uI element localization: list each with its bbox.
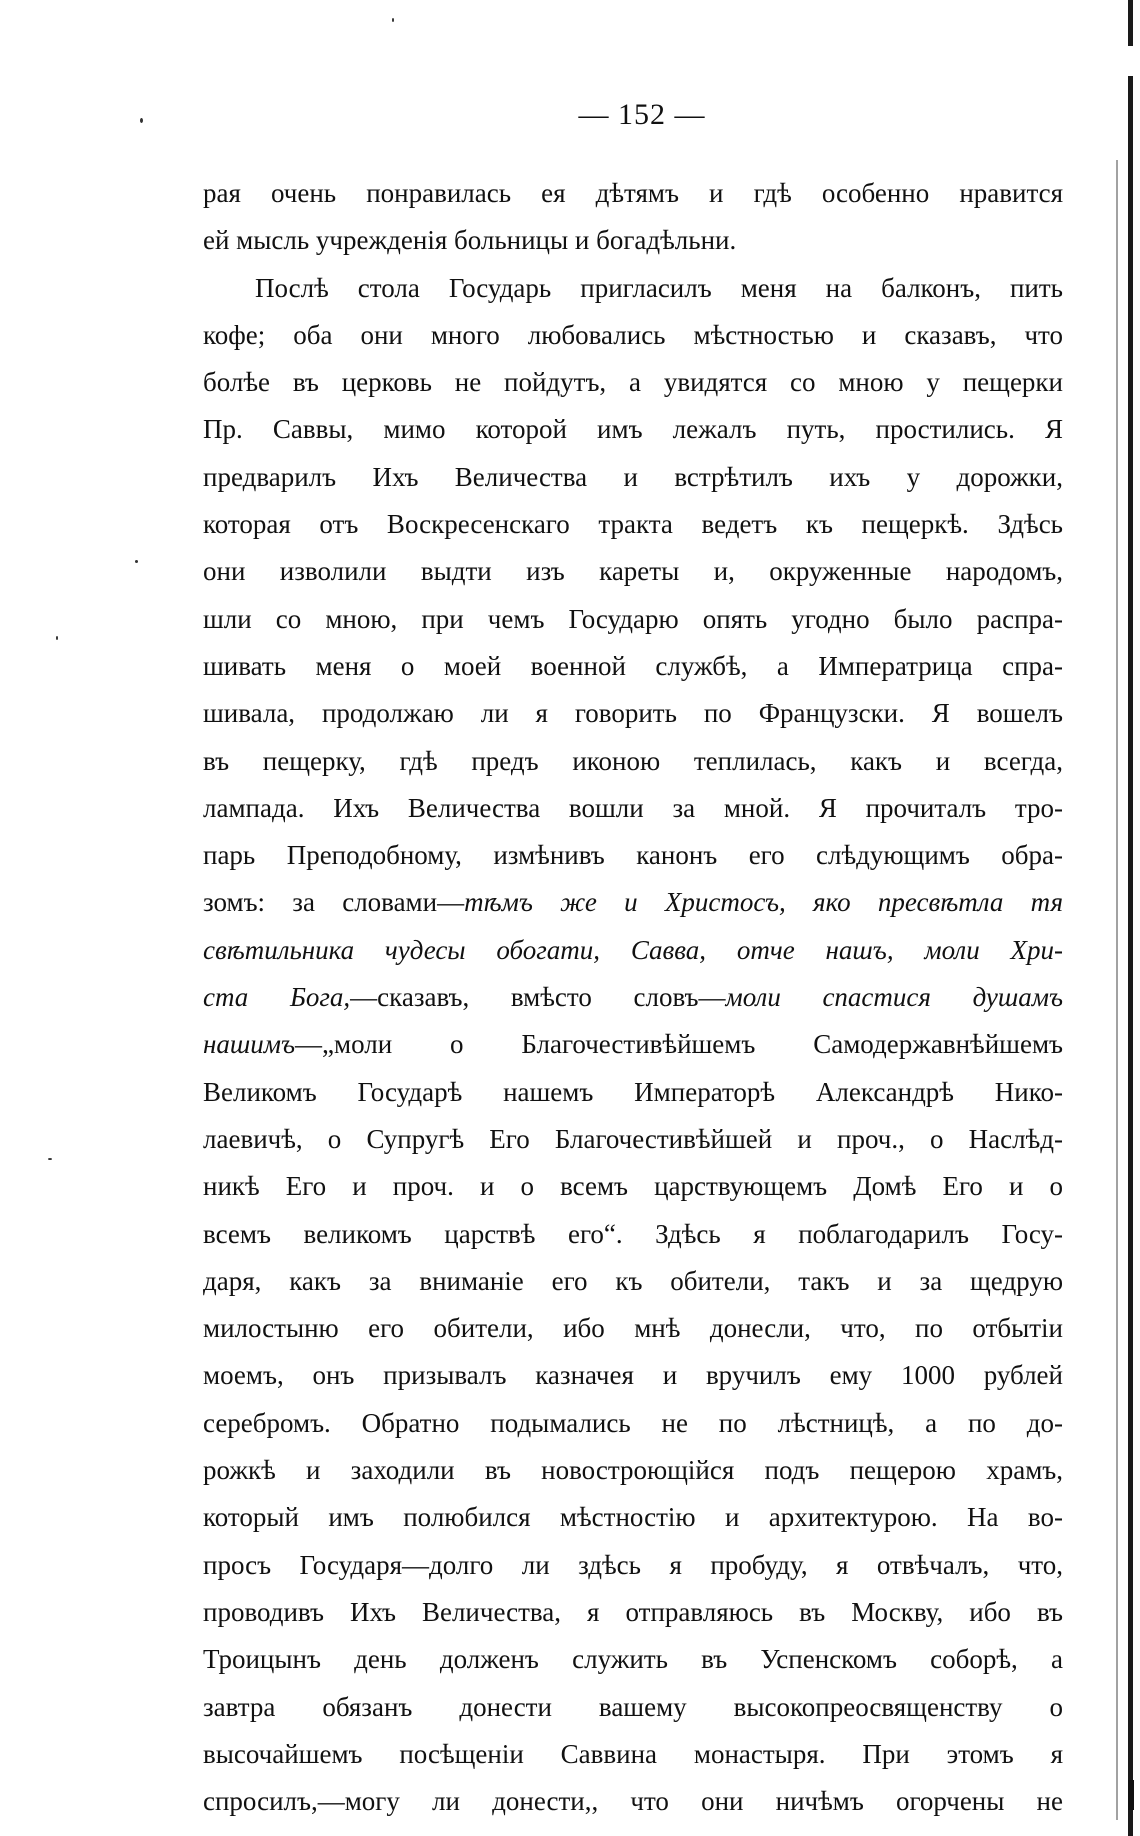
italic-text-segment: ста Бога, [203, 982, 351, 1013]
text-line [203, 1211, 1063, 1258]
text-line [203, 596, 1063, 643]
text-segment: лампада. Ихъ Величества вошли за мной. Я прочиталъ тро- [203, 792, 1063, 823]
text-segment: просъ Государя—долго ли здѣсь я пробуду, я отвѣчалъ, что, [203, 1549, 1063, 1580]
text-segment: Троицынъ день долженъ служить въ Успенскомъ соборѣ, а [203, 1644, 1063, 1675]
text-line [203, 832, 1063, 879]
text-segment: рожкѣ и заходили въ новостроющійся подъ пещерою храмъ, [203, 1455, 1063, 1486]
text-segment: милостыню его обители, ибо мнѣ донесли, что, по отбытіи [203, 1313, 1063, 1344]
text-line [203, 359, 1063, 406]
text-line [203, 974, 1063, 1021]
text-segment: проводивъ Ихъ Величества, я отправляюсь въ Москву, ибо въ [203, 1596, 1063, 1627]
text-line [203, 217, 1063, 264]
text-segment: рая очень понравилась ея дѣтямъ и гдѣ особенно нравится [203, 178, 1063, 208]
text-segment: высочайшемъ посѣщеніи Саввина монастыря. При этомъ я [203, 1738, 1063, 1769]
text-segment: моемъ, онъ призывалъ казначея и вручилъ ему 1000 рублей [203, 1360, 1063, 1391]
italic-text-segment: свѣтильника чудесы обогати, Савва, отче нашъ, моли Хри- [203, 934, 1063, 965]
text-segment: болѣе въ церковь не пойдутъ, а увидятся со мною у пещерки [203, 367, 1063, 398]
text-line [203, 1305, 1063, 1352]
text-segment: лаевичѣ, о Супругѣ Его Благочестивѣйшей и проч., о Наслѣд- [203, 1123, 1063, 1154]
text-segment: кофе; оба они много любовались мѣстностью и сказавъ, что [203, 319, 1063, 350]
text-segment: никѣ Его и проч. и о всемъ царствующемъ Домѣ Его и о [203, 1171, 1063, 1202]
text-segment: который имъ полюбился мѣстностію и архитектурою. На во- [203, 1502, 1063, 1533]
text-line [203, 690, 1063, 737]
text-line [203, 1163, 1063, 1210]
text-line [203, 738, 1063, 785]
scan-speck [48, 1158, 52, 1160]
text-line [203, 1778, 1063, 1825]
text-segment: даря, какъ за вниманіе его къ обители, такъ и за щедрую [203, 1265, 1063, 1296]
text-line [203, 927, 1063, 974]
text-line [203, 406, 1063, 453]
text-segment: которая отъ Воскресенскаго тракта ведетъ къ пещеркѣ. Здѣсь [203, 509, 1063, 540]
italic-text-segment: нашимъ [203, 1029, 296, 1060]
text-line [203, 1352, 1063, 1399]
text-line [203, 454, 1063, 501]
text-segment: парь Преподобному, измѣнивъ канонъ его слѣдующимъ обра- [203, 840, 1063, 871]
text-line [203, 1021, 1063, 1068]
text-line [203, 1258, 1063, 1305]
scan-speck [135, 560, 138, 563]
text-line [203, 1116, 1063, 1163]
page-edge-gap [1128, 46, 1133, 76]
text-line [203, 785, 1063, 832]
text-segment: спросилъ,—могу ли донести,, что они ничѣмъ огорчены не [203, 1786, 1063, 1817]
text-segment: Пр. Саввы, мимо которой имъ лежалъ путь, простились. Я [203, 414, 1063, 445]
text-line [203, 1494, 1063, 1541]
text-line [203, 312, 1063, 359]
body-text [203, 170, 1063, 1825]
text-segment: серебромъ. Обратно подымались не по лѣстницѣ, а по до- [203, 1407, 1063, 1438]
text-line [203, 1400, 1063, 1447]
scan-speck [56, 636, 58, 640]
page-edge-shadow [1128, 0, 1133, 1836]
text-line [203, 170, 1063, 217]
text-line [203, 643, 1063, 690]
text-segment: шли со мною, при чемъ Государю опять угодно было распра- [203, 603, 1063, 634]
text-segment: шивать меня о моей военной службѣ, а Императрица спра- [203, 650, 1063, 681]
text-line [203, 879, 1063, 926]
text-segment: предварилъ Ихъ Величества и встрѣтилъ ихъ у дорожки, [203, 461, 1063, 492]
text-segment: ей мысль учрежденія больницы и богадѣльни. [203, 225, 737, 256]
italic-text-segment: моли спастися душамъ [725, 982, 1063, 1013]
page-edge-bottom-mark [1128, 1780, 1134, 1810]
text-line [203, 1636, 1063, 1683]
text-segment: —сказавъ, вмѣсто словъ— [350, 982, 726, 1013]
text-line [203, 548, 1063, 595]
scan-speck [392, 18, 394, 22]
text-line [203, 1542, 1063, 1589]
italic-text-segment: тѣмъ же и Христосъ, яко пресвѣтла тя [464, 887, 1063, 918]
text-segment: Великомъ Государѣ нашемъ Императорѣ Александрѣ Нико- [203, 1076, 1063, 1107]
text-segment: всемъ великомъ царствѣ его“. Здѣсь я поблагодарилъ Госу- [203, 1218, 1063, 1249]
text-segment: въ пещерку, гдѣ предъ иконою теплилась, какъ и всегда, [203, 745, 1063, 776]
text-segment: завтра обязанъ донести вашему высокопреосвященству о [203, 1691, 1063, 1722]
binding-line [1116, 160, 1118, 1820]
text-segment: —„моли о Благочестивѣйшемъ Самодержавнѣйшемъ [295, 1029, 1063, 1060]
text-line [203, 1447, 1063, 1494]
text-segment: они изволили выдти изъ кареты и, окруженные народомъ, [203, 556, 1063, 587]
text-line [203, 1684, 1063, 1731]
text-segment: Послѣ стола Государь пригласилъ меня на балконъ, пить [255, 272, 1063, 303]
text-segment: шивала, продолжаю ли я говорить по Французски. Я вошелъ [203, 698, 1063, 729]
text-line [203, 1589, 1063, 1636]
text-line [203, 1731, 1063, 1778]
text-line [203, 1069, 1063, 1116]
text-segment: зомъ: за словами— [203, 887, 465, 918]
text-line [203, 265, 1063, 312]
text-line [203, 501, 1063, 548]
page-number: — 152 — [578, 98, 706, 131]
